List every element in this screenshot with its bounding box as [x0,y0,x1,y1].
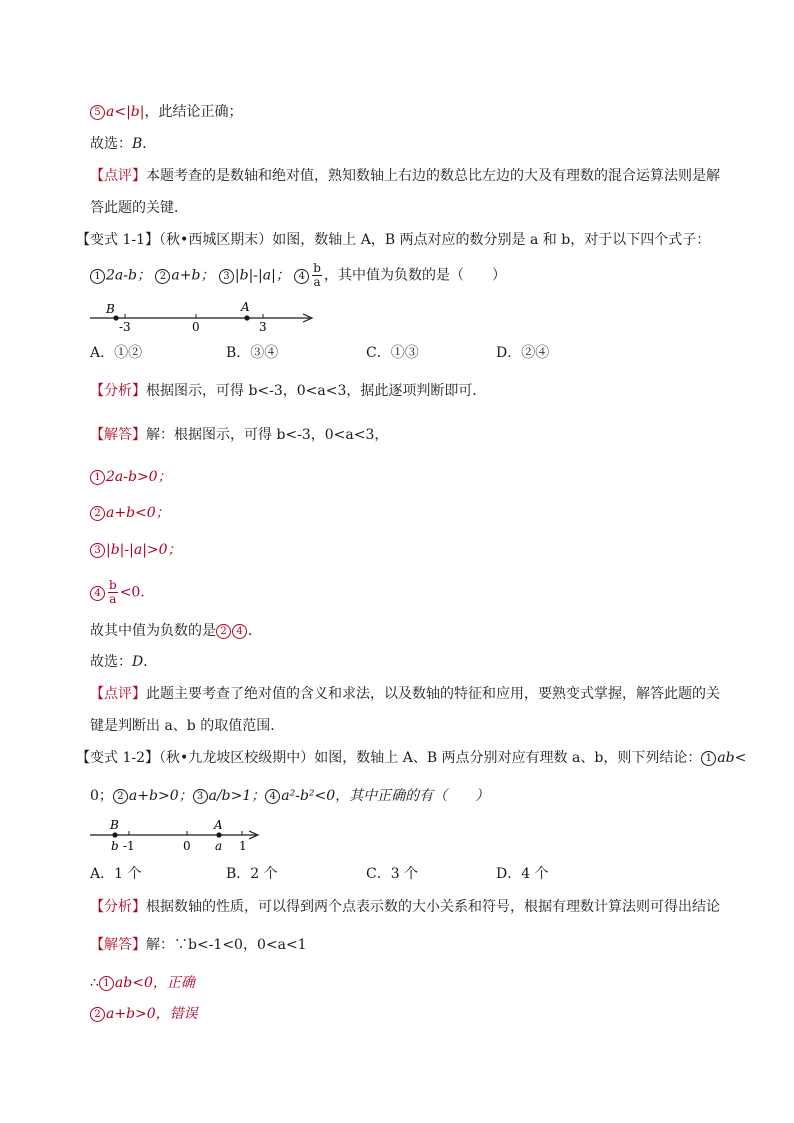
option-d: D．②④ [496,345,550,361]
fraction-numerator: b [109,578,117,592]
circled-number: 2 [155,269,170,284]
solution-text: 解：∵b<-1<0，0<a<1 [146,937,307,953]
choose-answer: B [132,136,143,152]
analysis-text: 根据图示，可得 b<-3，0<a<3，据此逐项判断即可． [146,383,487,399]
variant-stem: （秋•西城区期末）如图，数轴上 A，B 两点对应的数分别是 a 和 b，对于以下四个式子： [159,232,711,248]
expression-4: a²-b²<0，其中正确的有（ ） [281,788,490,804]
step-text: a+b<0； [106,505,170,521]
choose-end: ． [143,654,158,670]
fraction-denominator: a [313,275,321,289]
v11-step-2 [90,503,170,523]
solution-text: 解：根据图示，可得 b<-3，0<a<3， [146,427,389,443]
option-b: B．③④ [226,345,279,361]
variant-stem: （秋•九龙坡区校级期中）如图，数轴上 A、B 两点分别对应有理数 a、b，则下列结论： [159,750,702,766]
v12-analysis [90,897,720,917]
v11-stem-line2 [90,262,506,289]
v12-step-2 [90,1004,198,1024]
step-text: a+b>0，错误 [106,1006,198,1022]
expression-3: a/b>1； [208,788,266,804]
step-text: ab<0，正确 [114,975,195,991]
variant-tag: 【变式 1-2】 [76,750,159,766]
circled-number: 1 [701,751,716,766]
expression-3: |b|-|a|； [234,267,290,284]
label-a: a [215,839,223,853]
tick-label-1: 1 [239,839,247,853]
circled-number: 5 [90,105,105,120]
v11-solution [90,425,388,445]
circled-number: 2 [216,624,231,639]
label-B: B [110,818,119,832]
stem-text: 0； [90,788,113,804]
comment-text: 答此题的关键． [90,200,188,216]
top-comment-line2 [90,198,188,218]
top-choose-line [90,134,156,154]
point-a [216,832,221,837]
top-comment-line1 [90,166,720,186]
choose-end: ． [142,136,157,152]
point-b [113,315,118,320]
choose-prefix: 故选： [90,654,132,670]
comment-text: 键是判断出 a、b 的取值范围． [90,718,285,734]
circled-number: 3 [219,269,234,284]
expression-1: ab< [717,750,747,766]
expression-2: a+b>0； [128,788,193,804]
solution-tag: 【解答】 [90,937,146,953]
variant-tag: 【变式 1-1】 [76,232,159,248]
circled-number: 2 [90,1007,105,1022]
circled-number: 2 [113,789,128,804]
analysis-text: 根据数轴的性质，可以得到两个点表示数的大小关系和符号，根据有理数计算法则可得出结论 [146,899,720,915]
comment-tag: 【点评】 [90,168,146,184]
fraction-b-over-a [108,579,118,606]
analysis-tag: 【分析】 [90,383,146,399]
fraction-numerator: b [313,261,321,275]
label-A: A [241,300,250,314]
comment-text: 本题考查的是数轴和绝对值，熟知数轴上右边的数总比左边的大及有理数的混合运算法则是解 [146,168,720,184]
tick-label-0: 0 [192,320,200,334]
expression-1: 2a-b； [106,267,151,284]
therefore-symbol: ∴ [90,975,99,991]
label-B: B [106,302,115,316]
item-5-text: ，此结论正确； [144,104,243,120]
solution-tag: 【解答】 [90,427,146,443]
circled-number: 2 [90,506,105,521]
circled-number: 1 [90,470,105,485]
v12-solution [90,935,307,955]
circled-number: 4 [232,624,247,639]
circled-number: 1 [90,269,105,284]
tick-label-neg3: -3 [119,320,131,334]
point-a [244,315,249,320]
option-d: D．4 个 [496,866,549,882]
fraction-denominator: a [109,592,117,606]
v11-stem-line1 [76,230,710,250]
tick-label-0: 0 [183,839,191,853]
label-b: b [111,839,119,853]
v12-stem-line1 [76,748,746,768]
v11-comment-line2 [90,716,284,736]
v11-step-3 [90,540,182,560]
stem-end: ，其中值为负数的是（ ） [323,267,506,284]
tick-label-neg1: -1 [123,839,135,853]
v11-comment-line1 [90,684,720,704]
v11-number-line [88,298,328,334]
v11-choose [90,652,157,672]
expression-2: a+b； [171,267,215,284]
circled-number: 3 [193,789,208,804]
v11-conclusion [90,621,262,641]
fraction-b-over-a [312,262,322,289]
option-c: C．3 个 [366,866,419,882]
label-A: A [214,818,223,832]
circled-number: 4 [265,789,280,804]
conclusion-end: ． [248,623,262,639]
option-b: B．2 个 [226,866,278,882]
top-item-5 [90,102,242,122]
step-text: |b|-|a|>0； [106,542,182,558]
choose-prefix: 故选： [90,136,132,152]
analysis-tag: 【分析】 [90,899,146,915]
comment-text: 此题主要考查了绝对值的含义和求法，以及数轴的特征和应用，要熟变式掌握，解答此题的关 [146,686,720,702]
v11-step-4 [90,579,154,606]
v12-step-1 [90,973,195,993]
point-b [112,832,117,837]
step-text: 2a-b>0； [106,469,172,485]
comment-tag: 【点评】 [90,686,146,702]
circled-number: 1 [99,976,114,991]
step-text: <0． [119,584,155,601]
item-5-expression: a<|b| [106,104,145,120]
v11-analysis [90,381,486,401]
v12-number-line [88,816,278,856]
circled-number: 3 [90,543,105,558]
circled-number: 4 [294,269,309,284]
v12-stem-line2 [90,786,489,806]
option-a: A．①② [90,345,143,361]
choose-answer: D [132,654,144,670]
option-c: C．①③ [366,345,419,361]
tick-label-3: 3 [259,320,267,334]
v11-step-1 [90,467,172,487]
option-a: A．1 个 [90,866,142,882]
conclusion-text: 故其中值为负数的是 [90,623,216,639]
circled-number: 4 [90,586,105,601]
